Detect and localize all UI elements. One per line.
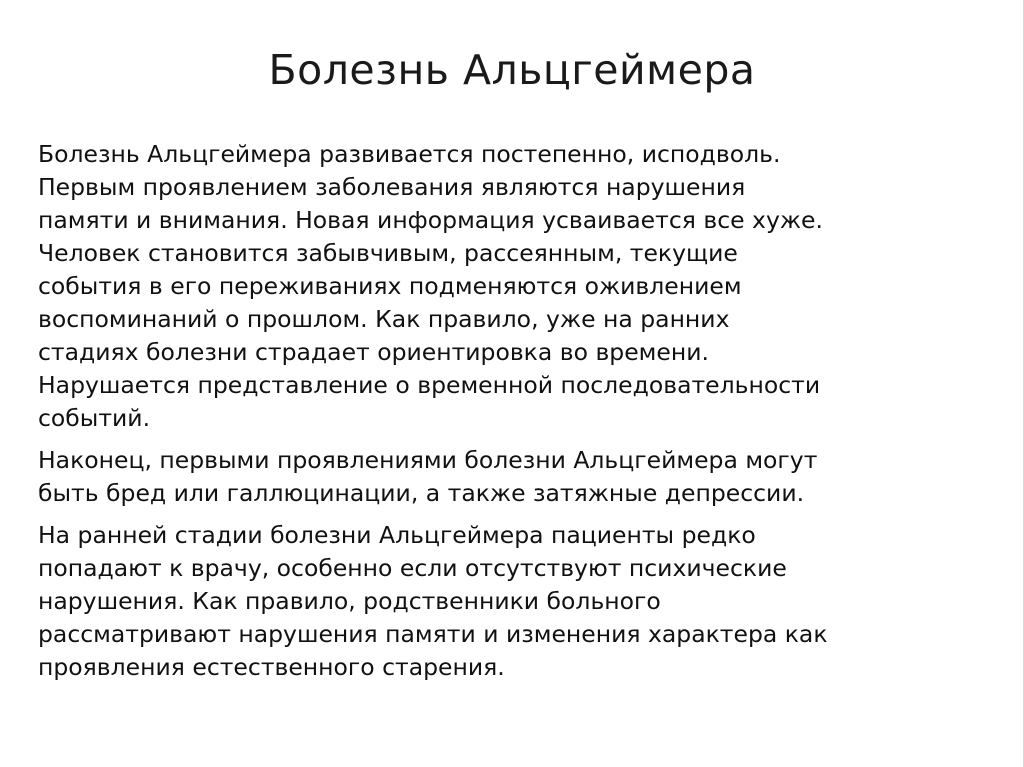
text-line: рассматривают нарушения памяти и изменения характера как: [38, 620, 828, 648]
paragraph-2: [38, 444, 998, 510]
text-line: нарушения. Как правило, родственники больного: [38, 587, 661, 615]
text-line: стадиях болезни страдает ориентировка во времени.: [38, 338, 709, 366]
slide-title: Болезнь Альцгеймера: [268, 46, 756, 94]
text-line: воспоминаний о прошлом. Как правило, уже на ранних: [38, 305, 730, 333]
text-line: Наконец, первыми проявлениями болезни Альцгеймера могут: [38, 446, 818, 474]
paragraph-3: [38, 519, 998, 684]
text-line: Нарушается представление о временной последовательности: [38, 371, 821, 399]
text-line: На ранней стадии болезни Альцгеймера пациенты редко: [38, 521, 756, 549]
text-line: проявления естественного старения.: [38, 653, 505, 681]
text-line: события в его переживаниях подменяются оживлением: [38, 272, 742, 300]
text-line: событий.: [38, 404, 151, 432]
paragraph-1: [38, 138, 998, 435]
text-line: быть бред или галлюцинации, а также затяжные депрессии.: [38, 479, 805, 507]
text-line: попадают к врачу, особенно если отсутствуют психические: [38, 554, 787, 582]
text-line: памяти и внимания. Новая информация усваивается все хуже.: [38, 206, 823, 234]
slide-body: [38, 138, 998, 693]
text-line: Болезнь Альцгеймера развивается постепенно, исподволь.: [38, 140, 781, 168]
text-line: Человек становится забывчивым, рассеянным, текущие: [38, 239, 738, 267]
text-line: Первым проявлением заболевания являются нарушения: [38, 173, 746, 201]
